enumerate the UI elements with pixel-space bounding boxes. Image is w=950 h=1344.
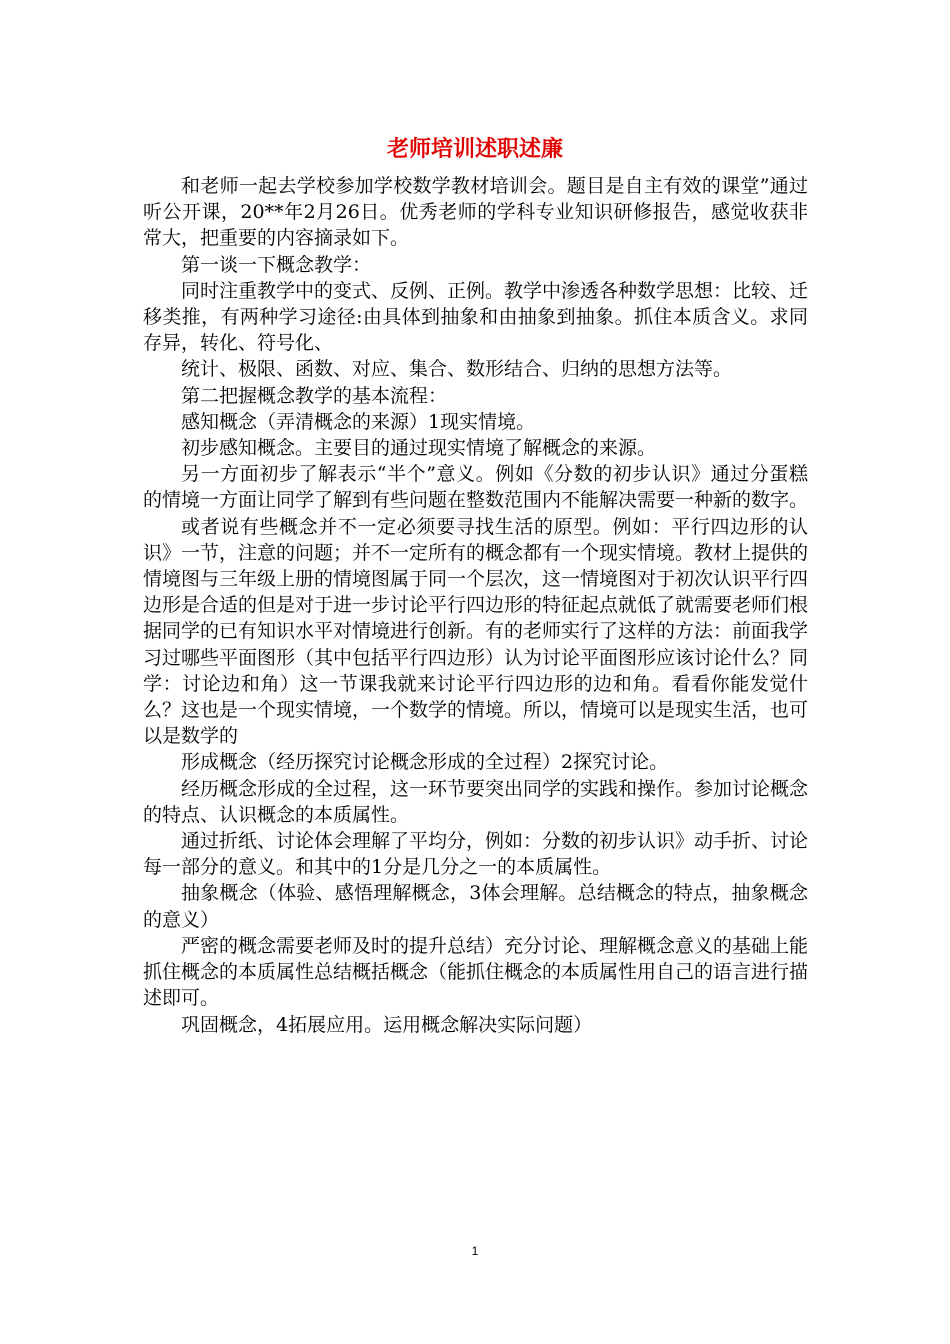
paragraph: 巩固概念，4拓展应用。运用概念解决实际问题） [181,1013,593,1036]
paragraph: 和老师一起去学校参加学校数学教材培训会。题目是自主有效的课堂”通过听公开课，20**年2月26日。优秀老师的学科专业知识研修报告，感觉收获非常大，把重要的内容摘录如下。 [143,175,808,250]
paragraph: 另一方面初步了解表示“半个”意义。例如《分数的初步认识》通过分蛋糕的情境一方面让同学了解到有些问题在整数范围内不能解决需要一种新的数字。 [143,463,809,512]
paragraph: 经历概念形成的全过程，这一环节要突出同学的实践和操作。参加讨论概念的特点、认识概念的本质属性。 [143,777,809,826]
paragraph: 形成概念（经历探究讨论概念形成的全过程）2探究讨论。 [181,751,669,774]
paragraph: 同时注重教学中的变式、反例、正例。教学中渗透各种数学思想：比较、迁移类推，有两种学习途径:由具体到抽象和由抽象到抽象。抓住本质含义。求同存异，转化、符号化、 [143,279,809,355]
paragraph: 第一谈一下概念教学： [181,253,372,276]
paragraph: 或者说有些概念并不一定必须要寻找生活的原型。例如：平行四边形的认识》一节，注意的问题；并不一定所有的概念都有一个现实情境。教材上提供的情境图与三年级上册的情境图属于同一个层次，这一情境图对于初次认识平行四边形是合适的但是对于进一步讨论平行四边形的特征起点就低了就需要老师们根据同学的已有知识水平对情境进行创新。有的老师实行了这样的方法：前面我学习过哪些平面图形（其中包括平行四边形）认为讨论平面图形应该讨论什么？同学：讨论边和角）这一节课我就来讨论平行四边形的边和角。看看你能发觉什么？这也是一个现实情境，一个数学的情境。所以，情境可以是现实生活，也可以是数学的 [143,515,809,748]
paragraph: 初步感知概念。主要目的通过现实情境了解概念的来源。 [181,437,657,460]
paragraph: 抽象概念（体验、感悟理解概念，3体会理解。总结概念的特点，抽象概念的意义） [143,882,808,931]
paragraph: 通过折纸、讨论体会理解了平均分，例如：分数的初步认识》动手折、讨论每一部分的意义。和其中的1分是几分之一的本质属性。 [143,830,809,879]
paragraph: 感知概念（弄清概念的来源）1现实情境。 [181,410,536,433]
paragraph: 第二把握概念教学的基本流程： [181,384,448,407]
document-title: 老师培训述职述廉 [386,136,563,162]
paragraph: 严密的概念需要老师及时的提升总结）充分讨论、理解概念意义的基础上能抓住概念的本质属性总结概括概念（能抓住概念的本质属性用自己的语言进行描述即可。 [143,934,809,1010]
paragraph: 统计、极限、函数、对应、集合、数形结合、归纳的思想方法等。 [181,358,733,381]
document-body [143,173,808,1038]
page-number: 1 [471,1244,479,1258]
